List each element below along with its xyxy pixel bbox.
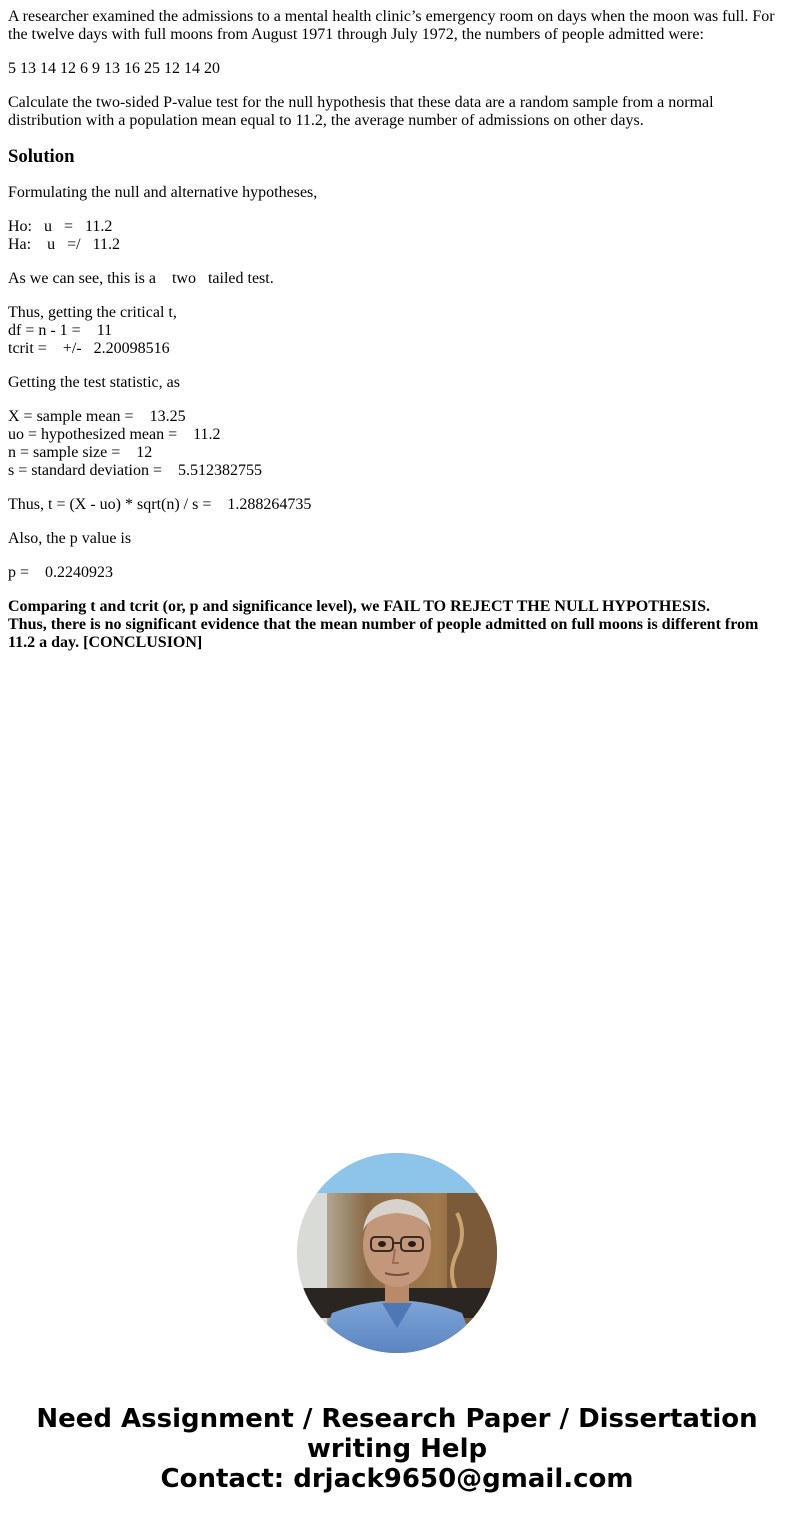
statistics-block — [8, 408, 786, 480]
hypotheses-block — [8, 218, 786, 254]
conclusion-statement: Thus, there is no significant evidence that the mean number of people admitted on full moons is different from 11.2 a day. [CONCLUSION] — [8, 616, 759, 651]
conclusion-block — [8, 598, 786, 652]
stat-intro: Getting the test statistic, as — [8, 374, 180, 391]
t-statistic: Thus, t = (X - uo) * sqrt(n) / s = 1.288264735 — [8, 496, 312, 513]
p-value: p = 0.2240923 — [8, 564, 114, 581]
critical-block — [8, 304, 786, 358]
avatar-portrait-icon — [297, 1153, 497, 1353]
alternative-hypothesis: Ha: u =/ 11.2 — [8, 236, 120, 253]
standard-deviation: s = standard deviation = 5.512382755 — [8, 462, 263, 479]
solution-heading: Solution — [8, 146, 75, 167]
formulating-text: Formulating the null and alternative hypotheses, — [8, 184, 318, 201]
degrees-of-freedom: df = n - 1 = 11 — [8, 322, 113, 339]
t-critical: tcrit = +/- 2.20098516 — [8, 340, 170, 357]
footer-line-2: writing Help — [306, 1434, 488, 1464]
critical-intro: Thus, getting the critical t, — [8, 304, 177, 321]
avatar — [297, 1153, 497, 1353]
question-intro: A researcher examined the admissions to a mental health clinic’s emergency room on days when the moon was full. For the twelve days with full moons from August 1971 through July 1972, the numbers of people admitted were: — [8, 8, 775, 43]
conclusion-decision: Comparing t and tcrit (or, p and significance level), we FAIL TO REJECT THE NULL HYPOTHESIS. — [8, 598, 711, 615]
null-hypothesis: Ho: u = 11.2 — [8, 218, 113, 235]
footer-banner — [0, 1404, 794, 1494]
sample-size: n = sample size = 12 — [8, 444, 153, 461]
question-task: Calculate the two-sided P-value test for the null hypothesis that these data are a random sample from a normal distribution with a population mean equal to 11.2, the average number of admissions on other days. — [8, 94, 714, 129]
p-intro: Also, the p value is — [8, 530, 132, 547]
hypothesized-mean: uo = hypothesized mean = 11.2 — [8, 426, 221, 443]
question-data: 5 13 14 12 6 9 13 16 25 12 14 20 — [8, 60, 220, 77]
sample-mean: X = sample mean = 13.25 — [8, 408, 186, 425]
footer-contact: Contact: drjack9650@gmail.com — [160, 1464, 634, 1494]
document-body — [8, 8, 786, 652]
tail-test-text: As we can see, this is a two tailed test. — [8, 270, 274, 287]
footer-line-1: Need Assignment / Research Paper / Dissertation — [36, 1404, 758, 1434]
